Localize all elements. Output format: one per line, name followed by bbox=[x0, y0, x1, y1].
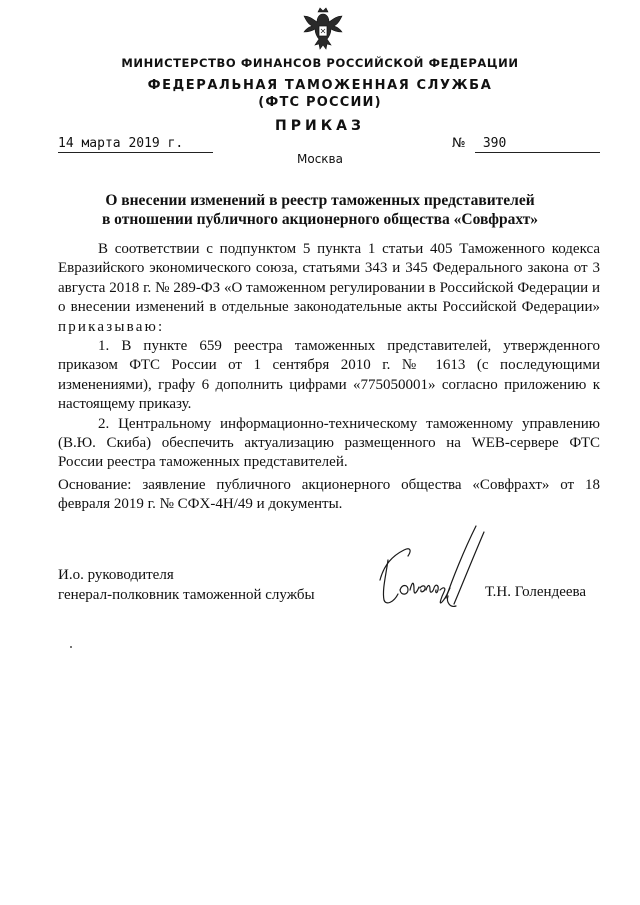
signatory-name: Т.Н. Голендеева bbox=[485, 584, 587, 600]
state-emblem-icon bbox=[300, 6, 346, 58]
ministry-name: МИНИСТЕРСТВО ФИНАНСОВ РОССИЙСКОЙ ФЕДЕРАЦИИ bbox=[121, 56, 519, 70]
document-title bbox=[0, 191, 640, 229]
title-line-2: в отношении публичного акционерного общества «Совфрахт» bbox=[101, 211, 539, 228]
service-name: ФЕДЕРАЛЬНАЯ ТАМОЖЕННАЯ СЛУЖБА bbox=[147, 78, 493, 93]
basis-paragraph: Основание: заявление публичного акционерного общества «Совфрахт» от 18 февраля 2019 г. № СФХ-4Н/49 и документы. bbox=[58, 477, 600, 513]
signatory-role bbox=[58, 565, 315, 605]
document-body bbox=[58, 240, 600, 473]
signatory-role-line-1: И.о. руководителя bbox=[58, 567, 174, 583]
order-number bbox=[475, 136, 600, 153]
order-date: 14 марта 2019 г. bbox=[58, 136, 213, 153]
document-type: ПРИКАЗ bbox=[275, 118, 365, 134]
order-item-2: 2. Центральному информационно-техническому таможенному управлению (В.Ю. Скиба) обеспечить актуализацию размещенного на WEB-сервере ФТС России реестра таможенных представителей. bbox=[58, 415, 600, 471]
title-line-1: О внесении изменений в реестр таможенных представителей bbox=[105, 192, 535, 209]
order-number-label: № bbox=[452, 136, 466, 151]
order-item-1: 1. В пункте 659 реестра таможенных представителей, утвержденного приказом ФТС России от 1 сентября 2010 г. № 1613 (с последующими изменениями), графу 6 дополнить цифрами «775050001» согласно приложению к настоящему приказу. bbox=[58, 338, 600, 413]
order-city: Москва bbox=[297, 152, 343, 166]
service-abbreviation: (ФТС РОССИИ) bbox=[258, 95, 382, 110]
signatory-role-line-2: генерал-полковник таможенной службы bbox=[58, 587, 315, 603]
handwritten-signature bbox=[374, 520, 489, 620]
order-number-value: 390 bbox=[482, 136, 507, 151]
order-phrase: приказываю: bbox=[58, 318, 165, 335]
preamble-text: В соответствии с подпунктом 5 пункта 1 статьи 405 Таможенного кодекса Евразийского экономического союза, статьями 343 и 345 Федерального закона от 3 августа 2018 г. № 289-ФЗ «О таможенном регулировании в Российской Федерации и о внесении изменений в отдельные законодательные акты Российской Федерации» bbox=[58, 241, 600, 316]
preamble-paragraph bbox=[58, 240, 600, 337]
scan-speck bbox=[70, 646, 72, 648]
